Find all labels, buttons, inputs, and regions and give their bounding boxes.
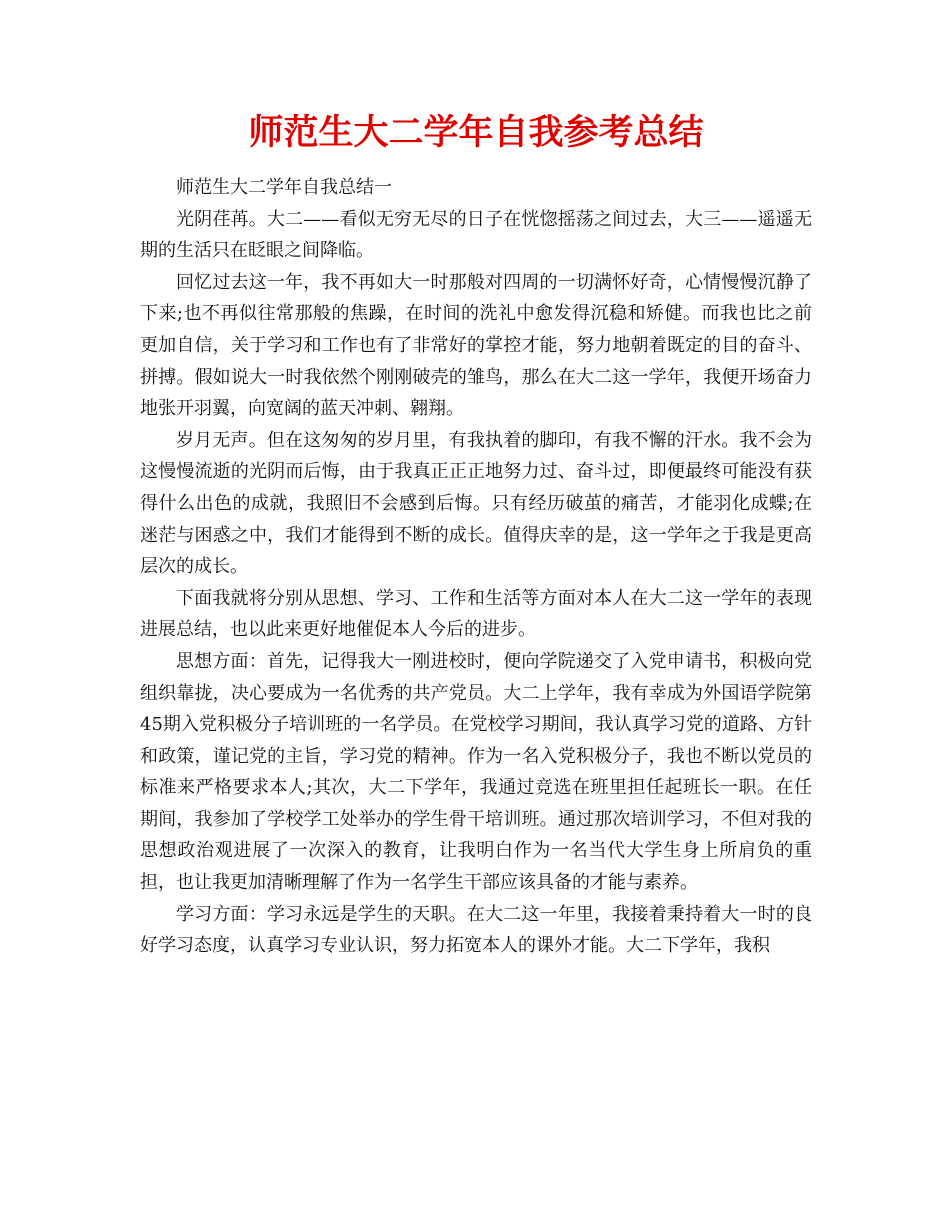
paragraph-thought: 思想方面：首先，记得我大一刚进校时，便向学院递交了入党申请书，积极向党组织靠拢，决心要成为一名优秀的共产党员。大二上学年，我有幸成为外国语学院第45期入党积极分子培训班的一名学员。在党校学习期间，我认真学习党的道路、方针和政策，谨记党的主旨，学习党的精神。作为一名入党积极分子，我也不断以党员的标准来严格要求本人;其次，大二下学年，我通过竞选在班里担任起班长一职。在任期间，我参加了学校学工处举办的学生骨干培训班。通过那次培训学习，不但对我的思想政治观进展了一次深入的教育，让我明白作为一名当代大学生身上所肩负的重担，也让我更加清晰理解了作为一名学生干部应该具备的才能与素养。 xyxy=(140,650,812,894)
paragraph-study: 学习方面：学习永远是学生的天职。在大二这一年里，我接着秉持着大一时的良好学习态度，认真学习专业认识，努力拓宽本人的课外才能。大二下学年，我积 xyxy=(140,903,812,957)
paragraph-intro: 光阴荏苒。大二——看似无穷无尽的日子在恍惚摇荡之间过去，大三——遥遥无期的生活只在眨眼之间降临。 xyxy=(140,208,812,262)
document-body xyxy=(140,112,812,962)
paragraph-reflection: 回忆过去这一年，我不再如大一时那般对四周的一切满怀好奇，心情慢慢沉静了下来;也不再似往常那般的焦躁，在时间的洗礼中愈发得沉稳和矫健。而我也比之前更加自信，关于学习和工作也有了非常好的掌控才能，努力地朝着既定的目的奋斗、拼搏。假如说大一时我依然个刚刚破壳的雏鸟，那么在大二这一学年，我便开场奋力地张开羽翼，向宽阔的蓝天冲刺、翱翔。 xyxy=(140,271,812,420)
paragraph-time: 岁月无声。但在这匆匆的岁月里，有我执着的脚印，有我不懈的汗水。我不会为这慢慢流逝的光阴而后悔，由于我真正正正地努力过、奋斗过，即便最终可能没有获得什么出色的成就，我照旧不会感到后悔。只有经历破茧的痛苦，才能羽化成蝶;在迷茫与困惑之中，我们才能得到不断的成长。值得庆幸的是，这一学年之于我是更高层次的成长。 xyxy=(140,429,812,578)
page-title: 师范生大二学年自我参考总结 xyxy=(248,113,704,153)
subtitle-paragraph: 师范生大二学年自我总结一 xyxy=(176,177,392,198)
paragraph-overview: 下面我就将分别从思想、学习、工作和生活等方面对本人在大二这一学年的表现进展总结，也以此来更好地催促本人今后的进步。 xyxy=(140,587,812,641)
